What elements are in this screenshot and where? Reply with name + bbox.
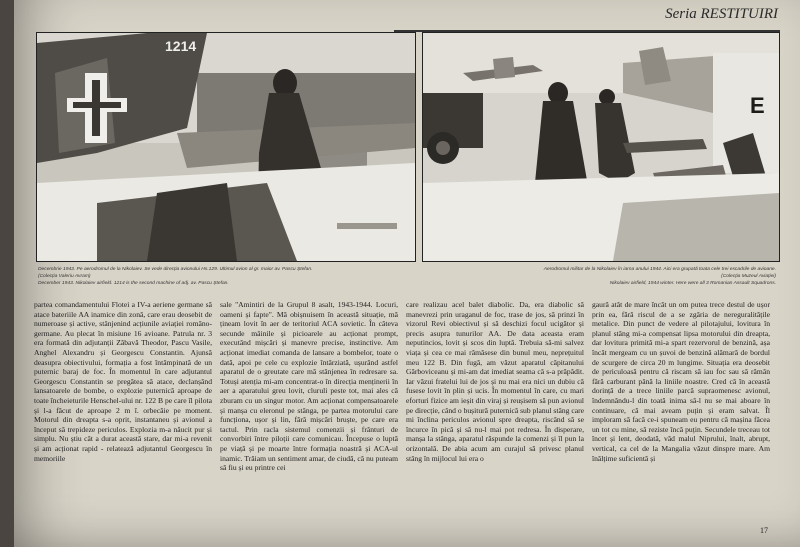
caption-left-ro: Decembrie 1943. Pe aerodromul de la Nikolaiev. Se vede direcția avionului Hs.129. Ultimul avion al gr. maior av. Pascu Ștefan.: [38, 267, 313, 272]
photo-left-image: [37, 33, 415, 261]
caption-left-en: December 1943. Nikolaiev airfield. 1214 is the second machine of adj. av. Pascu Ștefan.: [38, 281, 229, 286]
caption-left: [38, 266, 418, 287]
photo-right: [422, 32, 780, 262]
text-column-3: care realizau acel balet diabolic. Da, era diabolic să manevrezi prin uraganul de foc, trase de jos, să prinzi în vizorul Revi obiectivul și să deschizi focul ucigător și precis asupra tunurilor AA. De data aceasta eram neputincios, lovit și scos din luptă. Trebuia să-mi salvez viața și cea ce mai rămăsese din bunul meu, neprețuitul meu 122 B. Din fugă, am văzut aparatul căpitanului Gărboviceanu și mi-am dat imediat seama că s-a prăpădit. Iar văzui fratelui lui de jos și nu mai era nici un dubiu că fusese lovit în plin și ucis. În momentul în care, cu mari eforturi fizice am ieșit din viraj și reușisem să pun avionul pe direcție, când o bușitură puternică sub planul stâng care mi înclina periculos avionul spre dreapta, riscând să se încurce în pică și să nu-l mai pot redresa. În disperare, manșa la stânga, aparatul răspunde la comenzi și îl pun la orizontală. De abia acum am curajul să privesc planul stâng în mijlocul lui era o: [406, 300, 584, 463]
text-column-4: gaură atât de mare încât un om putea trece destul de ușor prin ea, fără riscul de a se zgâria de nereguralitățile metalice. Din punct de vedere al pilotajului, lovitura în planul stâng mi-a compensat lipsa motorului din dreapta, dar lovitura primită mi-a spart rezervorul de benzină, așa încât mergeam cu un șuvoi de benzină alămară de bordul de scurgere de circa 20 m lungime. Situația era deosebit de periculoasă pentru că riscam să iau foc sau să rămân fără carburant până la liniile noastre. Cred că în această dorință de a trece liniile parcă supraomenesc avionul, îndemnându-l din toată inima să-l nu se mai aboare în continuare, că mai aveam puțin și eram salvat. Îl imploram să facă ce-i spuneam eu pentru că mașina făcea un tot cu mine, să reziste încă puțin. Secundele treceau tot încet și lent, deodată, văd malul Niprului, înalt, abrupt, vertical, ca cel de la Mangalia văzut dinspre mare. Am înălțime suficientă și: [592, 300, 770, 463]
plane-code-text: 1214: [165, 38, 197, 54]
series-title: Seria RESTITUIRI: [665, 6, 778, 22]
text-column-2: sale "Amintiri de la Grupul 8 asalt, 1943-1944. Locuri, oameni și fapte". Mă obișnuisem în această situație, mă țineam lovit în aer de teritoriul ACA sovietic. În câteva secunde mâinile și picioarele au acționat prompt, executând mișcări și manevre precise, instinctive. Am acționat imediat comanda de lansare a bombelor, toate o dată, apoi pe cele cu explozie întârziată, ușurând astfel aparatul de o greutate care mă stânjenea în redresare sa. Totuși atenția mi-am concentrat-o în direcția menținerii în aer a aparatului greu lovit, cluruli peste tot, mai ales că zburam cu un singur motor. Am acționat compensatoarele și manșa cu eleronul pe stânga, pe partea motorului care funcționa, ușor și lin, fără mișcări bruște, pe care era tactul. Prin racla sistemul comenzii și frânturi de convorbiri între piloții care comunicau. Începuse o luptă pe viață și pe moarte între formația noastră și ACA-ul inamic. Trăiam un sentiment amar, de ciudă, că nu puteam să fiu și eu printre cei: [220, 300, 398, 473]
page-number: 17: [760, 526, 768, 535]
photo-left: [36, 32, 416, 262]
caption-right: [480, 266, 776, 287]
caption-right-en: Nikolaiev airfield, 1944 winter. Here were all 3 Romanian Assault Squadrons.: [609, 281, 776, 286]
caption-right-credit: (Colecția Muzeul Aviației): [721, 274, 776, 279]
body-text: [34, 300, 774, 530]
caption-right-ro: Aerodromul militar de la Nikolaiev în iarna anului 1944. Aici era grupată toata cele trei escadrile de avioane.: [543, 267, 776, 272]
caption-left-credit: (Colecția Valeriu Avram): [38, 274, 91, 279]
page: [14, 0, 800, 547]
text-column-1: partea comandamentului Flotei a IV-a aeriene germane să atace bateriile AA inamice din zonă, care erau deosebit de numeroase și active, stânjenind acțiunile aviației româno-germane. Au plecat în misiune 16 avioane. Patrula nr. 3 era formată din adjutanții Zăbavă Theodor, Pascu Vasile, Anghel Alexandru și Georgescu Constantin. Ajunsă deasupra obiectivului, formația a fost întâmpinată de un puternic baraj de foc. În momentul în care adjutantul Georgescu Constantin se pregătea să atace, declanșând lansatoarele de bombe, o explozie puternică aproape de toate încheieturile Henschel-ului nr. 122 B pe care îl pilota și l-a făcut de aproape 2 m î. orbecăie pe moment. Motorul din dreapta s-a oprit, instantaneu și avionul a început să trepideze periculos. Explozia m-a năucit pur și simplu. Nu știu cât a durat această stare, dar mi-a revenit și am acționat rapid - relatează adjutantul Georgescu în memoriile: [34, 300, 212, 463]
plane-letter-text: E: [750, 93, 765, 118]
photo-right-image: [423, 33, 779, 261]
